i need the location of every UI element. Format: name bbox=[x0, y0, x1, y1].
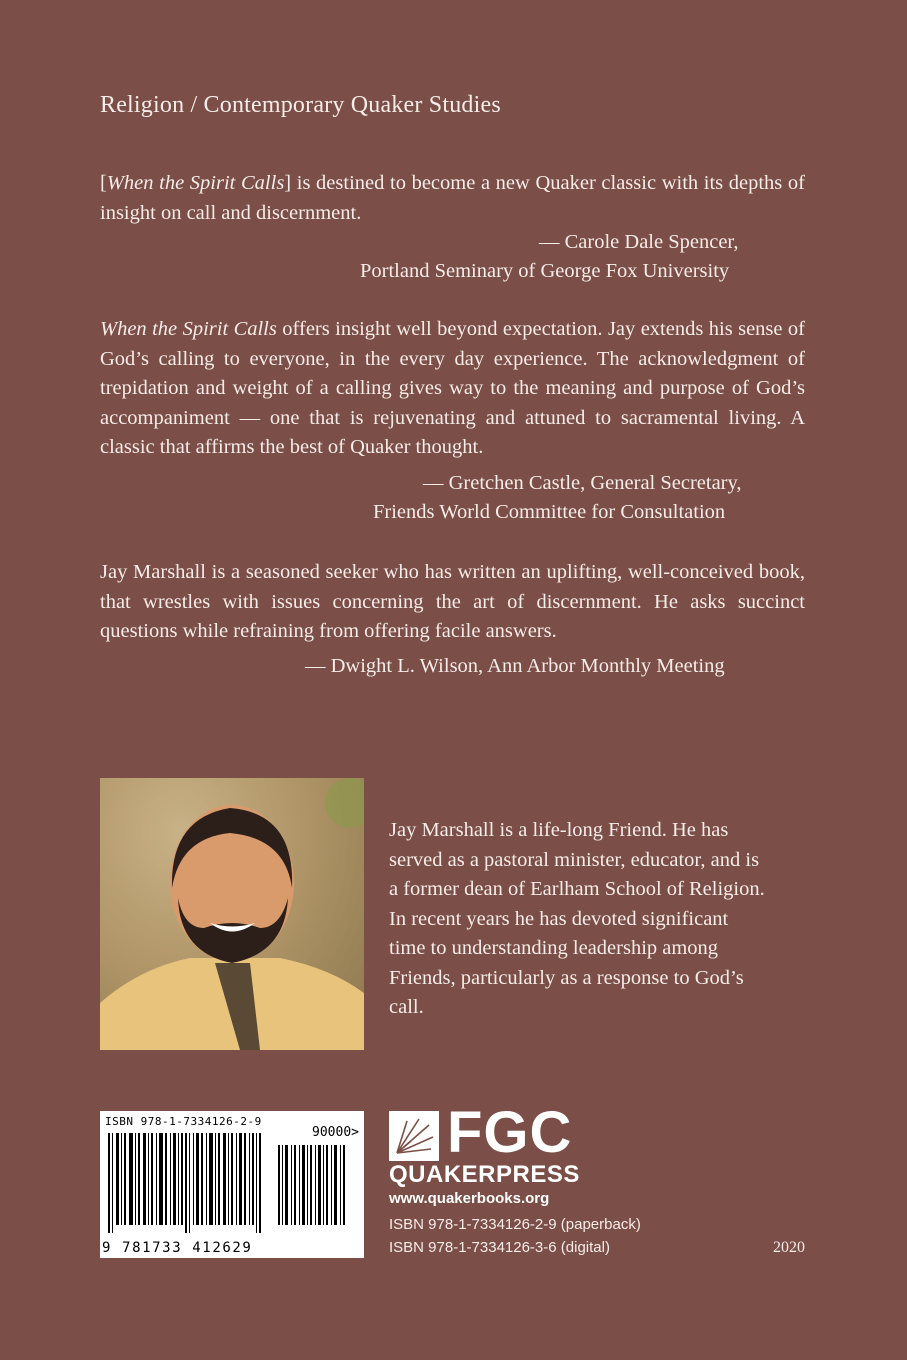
book-title: When the Spirit Calls bbox=[100, 318, 277, 340]
publication-year: 2020 bbox=[773, 1239, 805, 1256]
blurb-1-attribution-name: — Carole Dale Spencer, bbox=[539, 231, 739, 253]
blurb-2-attribution-affiliation: Friends World Committee for Consultation bbox=[373, 501, 726, 523]
blurb-1-text: [When the Spirit Calls] is destined to become a new Quaker classic with its depths of insight on call and discernment. bbox=[100, 172, 805, 224]
isbn-paperback: ISBN 978-1-7334126-2-9 (paperback) bbox=[389, 1216, 641, 1233]
blurb-3-attribution: — Dwight L. Wilson, Ann Arbor Monthly Meeting bbox=[305, 655, 725, 677]
fgc-logo-icon bbox=[389, 1111, 439, 1161]
blurb-1-attribution-affiliation: Portland Seminary of George Fox University bbox=[360, 260, 730, 282]
publisher-name: FGC bbox=[447, 1100, 573, 1165]
isbn-digital: ISBN 978-1-7334126-3-6 (digital) bbox=[389, 1239, 610, 1256]
barcode-price-code: 90000> bbox=[312, 1125, 359, 1140]
author-portrait-illustration bbox=[100, 778, 364, 1050]
category-label: Religion / Contemporary Quaker Studies bbox=[100, 92, 501, 118]
author-bio: Jay Marshall is a life-long Friend. He has served as a pastoral minister, educator, and is a former dean of Earlham School of Religion. In recent years he has devoted significant time to understanding leadership among Friends, particularly as a response to God’s call. bbox=[389, 819, 765, 1018]
barcode-isbn-label: ISBN 978-1-7334126-2-9 bbox=[105, 1115, 262, 1128]
publisher-imprint: QUAKERPRESS bbox=[389, 1161, 580, 1188]
author-photo bbox=[100, 778, 364, 1050]
book-title: When the Spirit Calls bbox=[106, 172, 285, 194]
blurb-2-attribution-name: — Gretchen Castle, General Secretary, bbox=[423, 472, 742, 494]
barcode bbox=[100, 1111, 364, 1258]
blurb-3-text: Jay Marshall is a seasoned seeker who has written an uplifting, well-conceived book, that wrestles with issues concerning the art of discernment. He asks succinct questions while refraining from offering facile answers. bbox=[100, 561, 805, 642]
barcode-bars bbox=[108, 1133, 358, 1233]
barcode-ean-digits: 9 781733 412629 bbox=[102, 1240, 253, 1256]
blurb-2-text: When the Spirit Calls offers insight well beyond expectation. Jay extends his sense of God’s calling to everyone, in the every day experience. The acknowledgment of trepidation and weight of a calling gives way to the meaning and purpose of God’s accompaniment — one that is rejuvenating and attuned to sacramental living. A classic that affirms the best of Quaker thought. bbox=[100, 318, 806, 458]
publisher-url[interactable]: www.quakerbooks.org bbox=[389, 1190, 550, 1207]
